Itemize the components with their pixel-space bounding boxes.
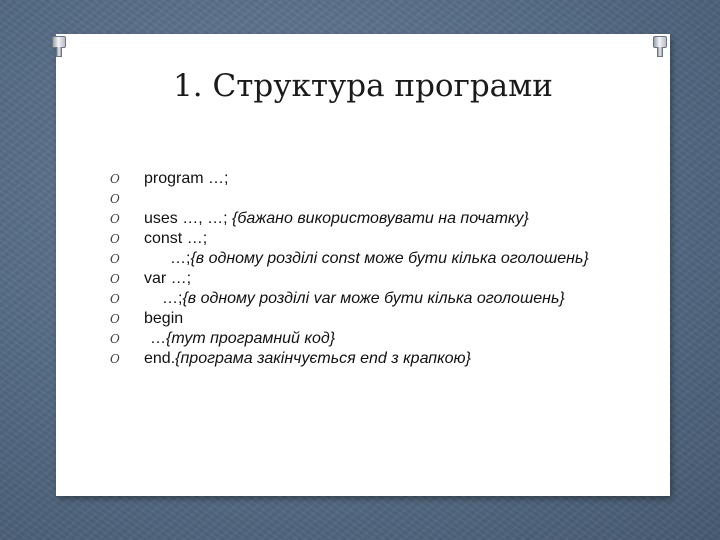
bullet-icon: O bbox=[110, 252, 120, 266]
bullet-icon: O bbox=[110, 212, 120, 226]
bullet-icon: O bbox=[110, 272, 120, 286]
bullet-icon: O bbox=[110, 172, 120, 186]
code-text: end. bbox=[144, 350, 176, 367]
comment-text: {в одному розділі var може бути кілька оголошень} bbox=[182, 290, 565, 307]
list-item bbox=[110, 330, 630, 347]
program-structure-list bbox=[110, 170, 630, 370]
list-item bbox=[110, 210, 630, 227]
code-text: …; bbox=[162, 290, 183, 307]
bullet-icon: O bbox=[110, 312, 120, 326]
list-item bbox=[110, 190, 630, 207]
comment-text: {програма закінчується end з крапкою} bbox=[175, 350, 471, 367]
bullet-icon: O bbox=[110, 352, 120, 366]
comment-text: {тут програмний код} bbox=[166, 330, 336, 347]
code-text: … bbox=[150, 330, 166, 347]
bullet-icon: O bbox=[110, 332, 120, 346]
comment-text: {в одному розділі const може бути кілька оголошень} bbox=[190, 250, 589, 267]
code-text: uses …, …; bbox=[144, 210, 233, 227]
code-text: var …; bbox=[144, 270, 192, 287]
list-item bbox=[110, 270, 630, 287]
pushpin-right-icon bbox=[653, 36, 667, 58]
pushpin-left-icon bbox=[52, 36, 66, 58]
code-text: const …; bbox=[144, 230, 208, 247]
list-item bbox=[110, 350, 630, 367]
list-item bbox=[110, 250, 630, 267]
list-item bbox=[110, 230, 630, 247]
comment-text: {бажано використовувати на початку} bbox=[232, 210, 529, 227]
code-text: begin bbox=[144, 310, 184, 327]
list-item bbox=[110, 310, 630, 327]
list-item bbox=[110, 170, 630, 187]
bullet-icon: O bbox=[110, 232, 120, 246]
bullet-icon: O bbox=[110, 292, 120, 306]
bullet-icon: O bbox=[110, 192, 120, 206]
code-text: program …; bbox=[144, 170, 229, 187]
code-text: …; bbox=[170, 250, 191, 267]
slide-title: 1. Структура програми bbox=[173, 68, 553, 104]
list-item bbox=[110, 290, 630, 307]
